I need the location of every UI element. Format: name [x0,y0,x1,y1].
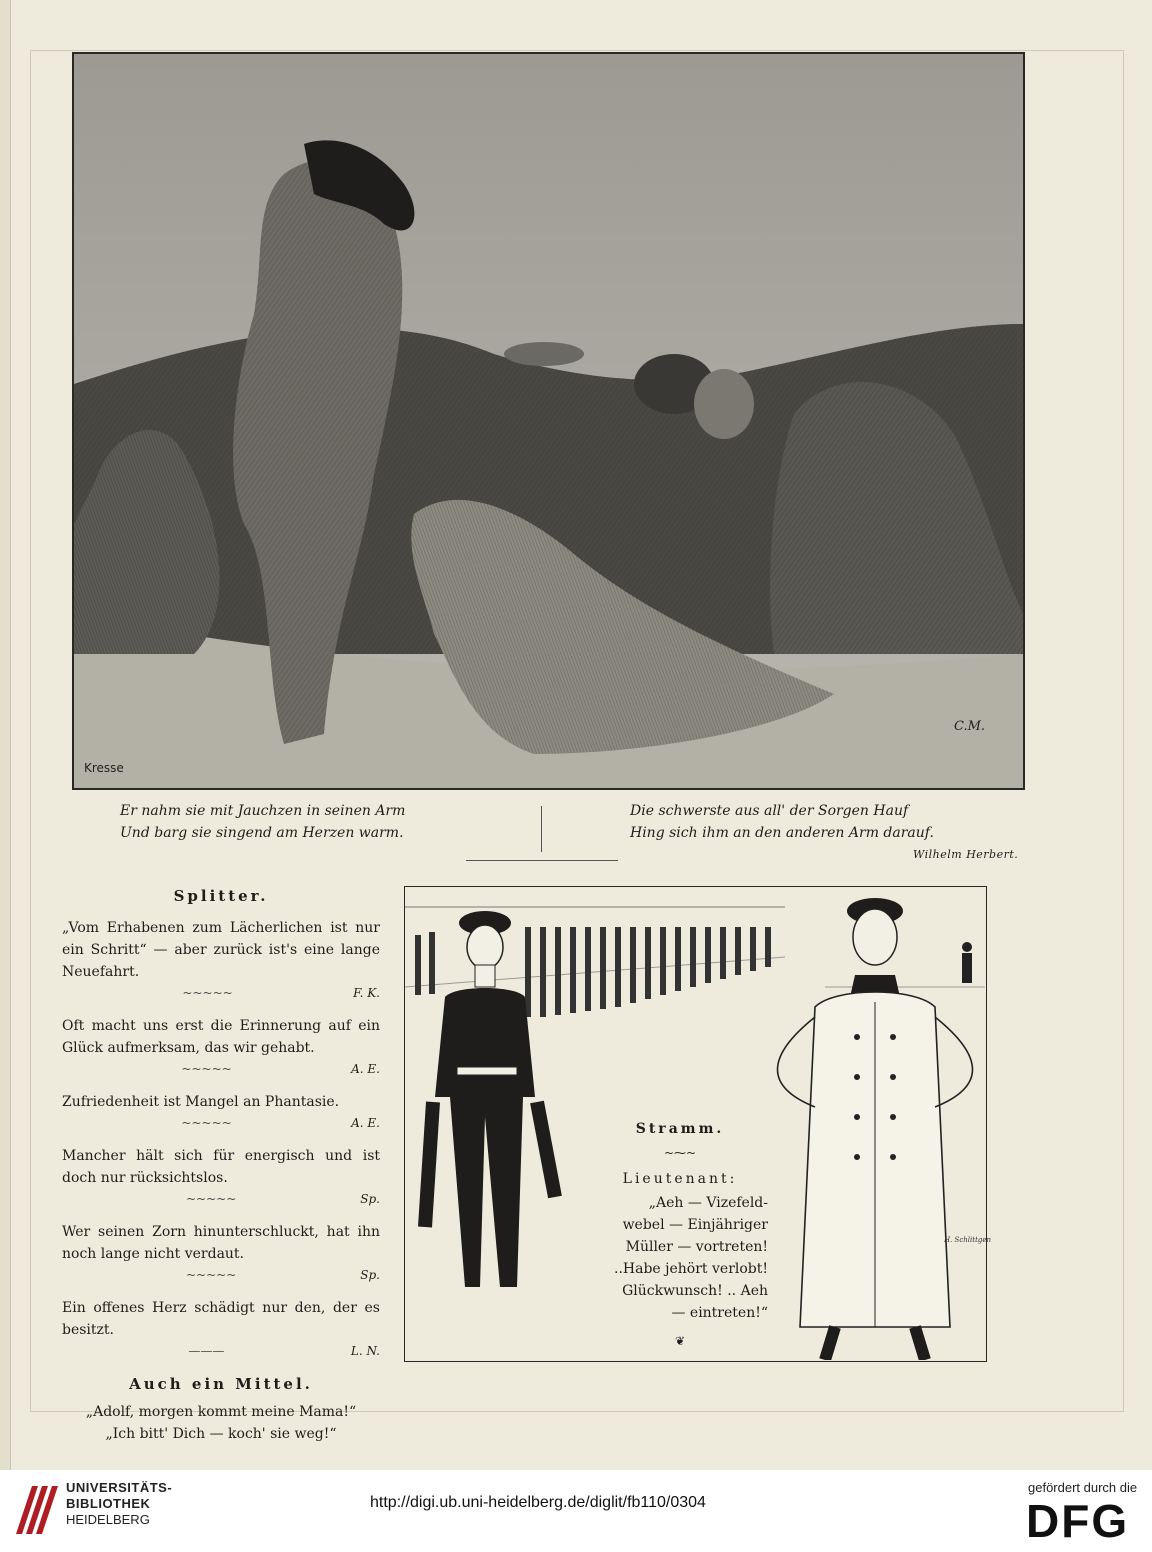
library-line-2: BIBLIOTHEK [66,1496,151,1511]
verse-left [120,800,405,844]
viewer-footer [0,1470,1152,1552]
aphorism-1: „Vom Erhabenen zum Lächerlichen ist nur ein Schritt“ — aber zurück ist's eine lange Neuefahrt. [62,920,380,980]
stramm-speaker: Lieutenant: [622,1171,738,1187]
aphorism-4-signature-row [62,1189,380,1209]
flourish-ornament: ~~~~~ [186,1268,237,1282]
lieutenant-figure [778,898,973,1360]
aphorism-3-signature-row [62,1113,380,1133]
end-ornament: ❦ [674,1334,686,1348]
aphorism-4-author: Sp. [360,1192,380,1206]
aphorism-1-signature-row [62,983,380,1003]
university-library-name[interactable] [66,1480,172,1528]
flourish-ornament: ~~~~~ [181,1116,232,1130]
aphorism-5-signature-row [62,1265,380,1285]
officer-figure [425,911,555,1287]
verse-right [630,800,934,844]
splitter-heading: Splitter. [173,887,269,905]
stramm-line-5: Glückwunsch! .. Aeh [622,1283,768,1299]
dfg-logo[interactable]: DFG [1026,1495,1130,1547]
section-rule [466,860,618,861]
aphorism-1-author: F. K. [353,986,380,1000]
mittel-quote-line-1: „Adolf, morgen kommt meine Mama!“ [85,1404,357,1420]
verse-divider [541,806,542,852]
poem-author: Wilhelm Herbert. [913,848,1019,861]
mittel-quote-line-2: „Ich bitt' Dich — koch' sie weg!“ [105,1426,337,1442]
stramm-caption [590,1118,770,1364]
engraver-signature: Kresse [84,761,124,775]
stramm-line-3: Müller — vortreten! [625,1239,768,1255]
flourish-ornament: ~~~~~ [182,986,233,1000]
library-line-1: UNIVERSITÄTS- [66,1480,173,1495]
stramm-line-4: ..Habe jehört verlobt! [614,1261,768,1277]
verse-left-line-2: Und barg sie singend am Herzen warm. [120,825,404,841]
stramm-line-1: „Aeh — Vizefeld- [648,1195,768,1211]
funded-by-label: gefördert durch die [1028,1480,1138,1495]
permalink-url[interactable]: http://digi.ub.uni-heidelberg.de/diglit/fb110/0304 [370,1494,706,1511]
aphorism-2-author: A. E. [351,1062,380,1076]
verse-left-line-1: Er nahm sie mit Jauchzen in seinen Arm [120,803,406,819]
aphorism-2: Oft macht uns erst die Erinnerung auf ein Glück aufmerksam, das wir gehabt. [62,1018,380,1056]
page-gutter [0,0,11,1470]
splitter-column [62,885,380,1445]
engraving-drawing [74,54,1023,788]
library-line-3: HEIDELBERG [66,1512,150,1527]
stramm-line-2: webel — Einjähriger [622,1217,768,1233]
artist-monogram: C.M. [954,719,986,734]
stramm-title: Stramm. [635,1121,725,1137]
flourish-ornament: ~~~~~ [181,1062,232,1076]
divider-line-ornament: ——— [188,1344,225,1358]
aphorism-6-author: L. N. [350,1344,380,1358]
cartoon-artist-signature: H. Schlittgen [944,1236,992,1244]
aphorism-6: Ein offenes Herz schädigt nur den, der es besitzt. [62,1300,380,1338]
stramm-line-6: — eintreten!“ [671,1305,768,1321]
aphorism-3: Zufriedenheit ist Mangel an Phantasie. [62,1094,340,1110]
engraving-illustration [72,52,1025,790]
flourish-ornament: ~~~~~ [186,1192,237,1206]
aphorism-2-signature-row [62,1059,380,1079]
aphorism-4: Mancher hält sich für energisch und ist doch nur rücksichtslos. [62,1148,380,1186]
swirl-ornament: ~⁓~ [663,1146,697,1160]
aphorism-3-author: A. E. [351,1116,380,1130]
aphorism-5-author: Sp. [360,1268,380,1282]
mittel-heading: Auch ein Mittel. [129,1375,313,1393]
aphorism-6-signature-row [62,1341,380,1361]
distant-soldier [962,942,972,983]
verse-right-line-1: Die schwerste aus all' der Sorgen Hauf [630,803,909,819]
verse-right-line-2: Hing sich ihm an den anderen Arm darauf. [630,825,934,841]
university-library-logo-icon [12,1478,60,1542]
aphorism-5: Wer seinen Zorn hinunterschluckt, hat ihn noch lange nicht verdaut. [62,1224,380,1262]
